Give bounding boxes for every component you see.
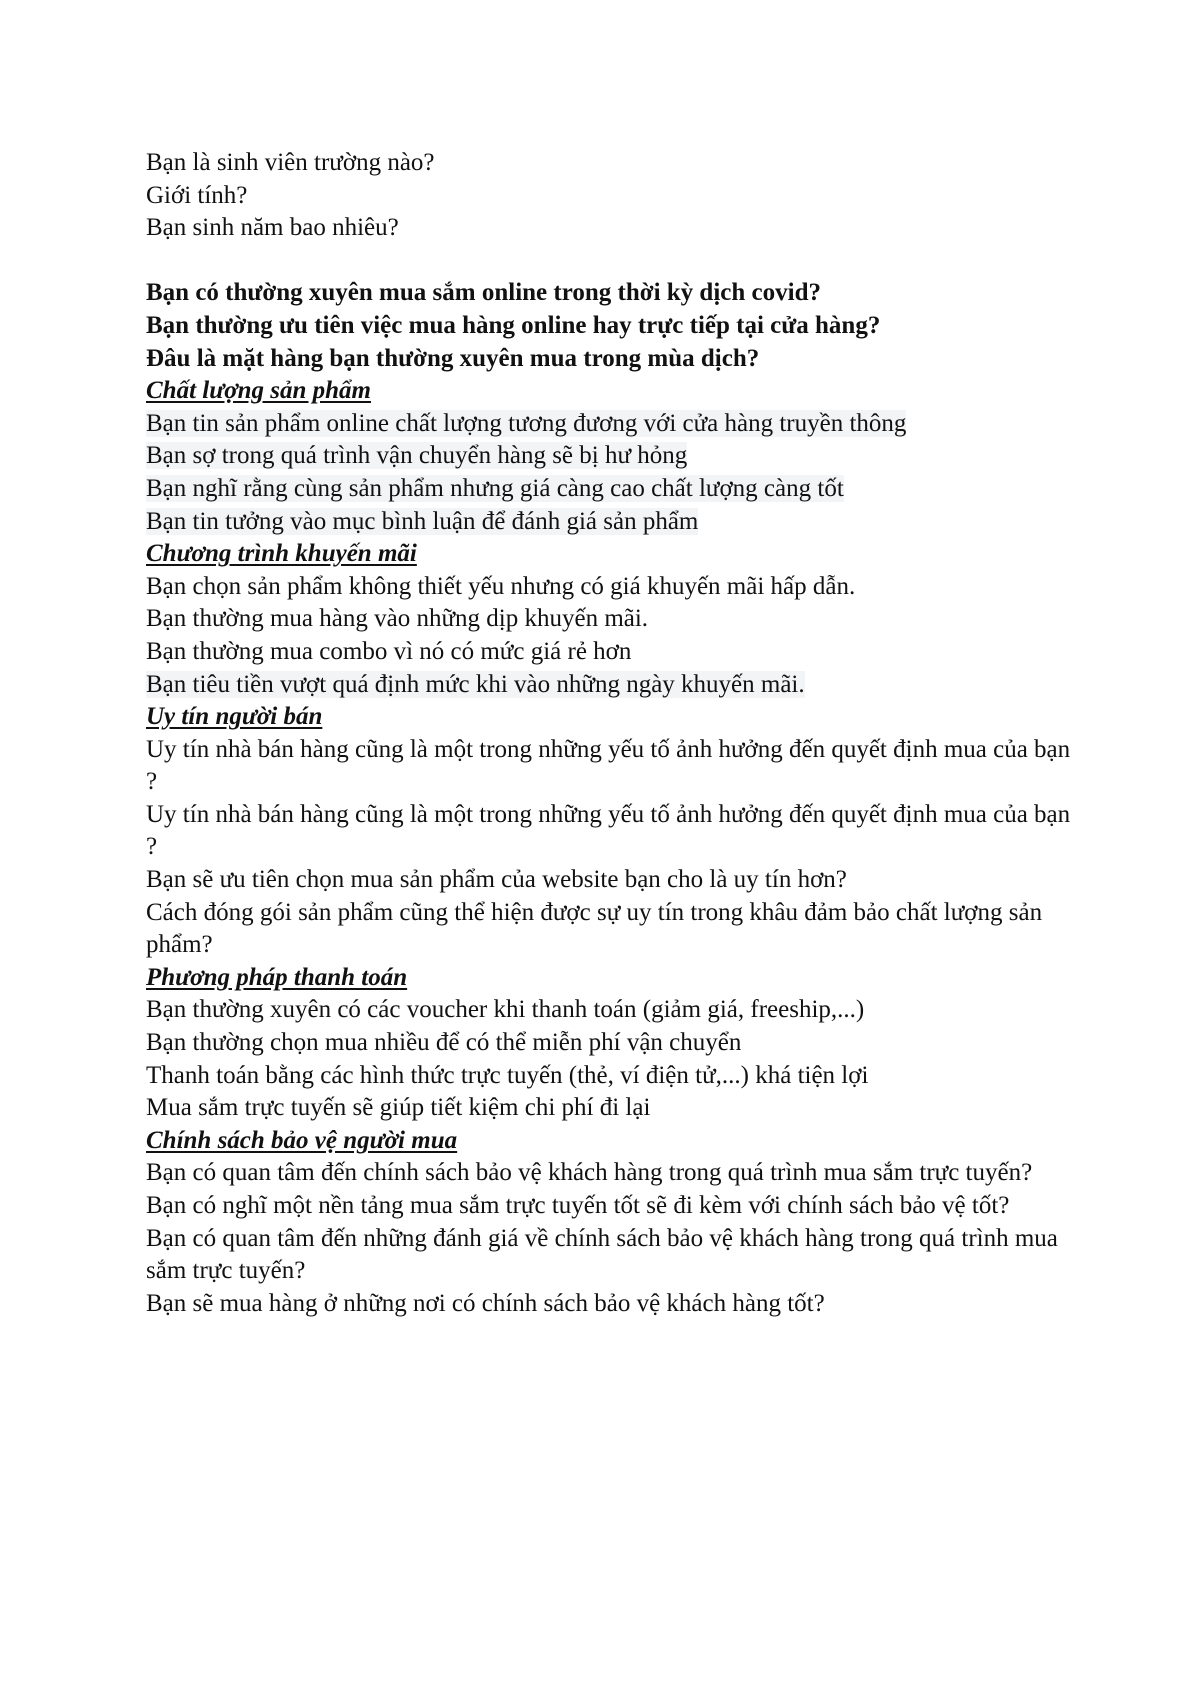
section-item: Uy tín nhà bán hàng cũng là một trong những yếu tố ảnh hưởng đến quyết định mua của bạn ? xyxy=(146,800,1071,861)
intro-question-birth-year: Bạn sinh năm bao nhiêu? xyxy=(146,214,399,242)
section-item: Uy tín nhà bán hàng cũng là một trong những yếu tố ảnh hưởng đến quyết định mua của bạn ? xyxy=(146,735,1071,796)
section-heading-promotions: Chương trình khuyến mãi xyxy=(146,540,417,568)
intro-question-gender: Giới tính? xyxy=(146,181,248,209)
section-item: Bạn chọn sản phẩm không thiết yếu nhưng có giá khuyến mãi hấp dẫn. xyxy=(146,572,856,600)
section-item: Bạn tin sản phẩm online chất lượng tương đương với cửa hàng truyền thông xyxy=(146,409,907,437)
section-item: Bạn nghĩ rằng cùng sản phẩm nhưng giá càng cao chất lượng càng tốt xyxy=(146,474,844,502)
questionnaire-body xyxy=(146,147,1076,1320)
section-item: Bạn sẽ mua hàng ở những nơi có chính sách bảo vệ khách hàng tốt? xyxy=(146,1289,825,1317)
section-item: Mua sắm trực tuyến sẽ giúp tiết kiệm chi phí đi lại xyxy=(146,1094,651,1122)
section-item: Bạn thường xuyên có các voucher khi thanh toán (giảm giá, freeship,...) xyxy=(146,996,865,1024)
section-item: Bạn thường chọn mua nhiều để có thể miễn phí vận chuyển xyxy=(146,1029,742,1057)
blank-line xyxy=(146,245,1076,278)
bold-question-frequency: Bạn có thường xuyên mua sắm online trong thời kỳ dịch covid? xyxy=(146,279,821,307)
bold-question-products: Đâu là mặt hàng bạn thường xuyên mua trong mùa dịch? xyxy=(146,344,760,372)
section-item: Bạn tiêu tiền vượt quá định mức khi vào những ngày khuyến mãi. xyxy=(146,670,805,698)
section-item: Bạn sẽ ưu tiên chọn mua sản phẩm của website bạn cho là uy tín hơn? xyxy=(146,866,847,894)
intro-question-school: Bạn là sinh viên trường nào? xyxy=(146,149,435,176)
section-item: Bạn thường mua combo vì nó có mức giá rẻ hơn xyxy=(146,637,632,665)
section-item: Bạn có quan tâm đến chính sách bảo vệ khách hàng trong quá trình mua sắm trực tuyến? xyxy=(146,1159,1033,1187)
section-item: Bạn có quan tâm đến những đánh giá về chính sách bảo vệ khách hàng trong quá trình mua sắm trực tuyến? xyxy=(146,1224,1058,1285)
section-item: Bạn sợ trong quá trình vận chuyển hàng sẽ bị hư hỏng xyxy=(146,442,688,470)
section-item: Thanh toán bằng các hình thức trực tuyến (thẻ, ví điện tử,...) khá tiện lợi xyxy=(146,1061,869,1089)
section-item: Bạn thường mua hàng vào những dịp khuyến mãi. xyxy=(146,605,649,633)
section-heading-seller-reputation: Uy tín người bán xyxy=(146,703,323,731)
section-heading-payment-methods: Phương pháp thanh toán xyxy=(146,963,408,991)
section-item: Cách đóng gói sản phẩm cũng thể hiện được sự uy tín trong khâu đảm bảo chất lượng sản phẩm? xyxy=(146,898,1043,959)
section-item: Bạn có nghĩ một nền tảng mua sắm trực tuyến tốt sẽ đi kèm với chính sách bảo vệ tốt? xyxy=(146,1192,1010,1219)
section-heading-buyer-protection: Chính sách bảo vệ người mua xyxy=(146,1126,458,1154)
section-heading-product-quality: Chất lượng sản phẩm xyxy=(146,377,371,405)
section-item: Bạn tin tưởng vào mục bình luận để đánh giá sản phẩm xyxy=(146,507,699,535)
bold-question-preference: Bạn thường ưu tiên việc mua hàng online hay trực tiếp tại cửa hàng? xyxy=(146,311,881,339)
